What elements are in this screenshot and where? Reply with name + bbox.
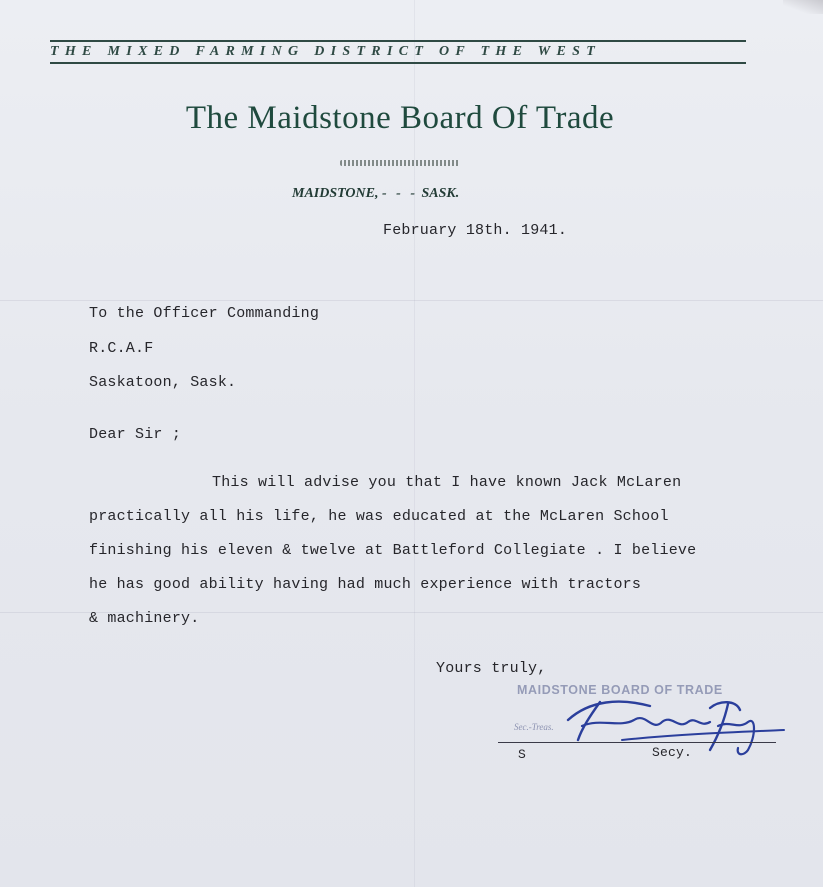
signature-stroke (622, 730, 784, 740)
body-line: & machinery. (89, 610, 200, 627)
letterhead-ornament (340, 160, 460, 166)
letterhead-motto: THE MIXED FARMING DISTRICT OF THE WEST (50, 44, 602, 59)
paper-fold (0, 300, 823, 301)
recipient-line: To the Officer Commanding (89, 305, 320, 322)
stamp-title: Sec.-Treas. (514, 722, 554, 732)
signature-stroke (582, 718, 710, 726)
motto-rule-bottom (50, 62, 746, 64)
town-dashes: - - - (382, 186, 418, 201)
recipient-line: Saskatoon, Sask. (89, 374, 237, 391)
signature-stroke (718, 721, 754, 754)
letter-date: February 18th. 1941. (383, 222, 568, 239)
board-stamp: MAIDSTONE BOARD OF TRADE (517, 683, 723, 697)
typed-title: Secy. (652, 745, 693, 760)
motto-rule-top (50, 40, 746, 42)
closing: Yours truly, (436, 660, 547, 677)
body-line: he has good ability having had much experience with tractors (89, 576, 642, 593)
body-line: practically all his life, he was educated at the McLaren School (89, 508, 669, 525)
body-line: This will advise you that I have known Jack McLaren (212, 474, 682, 491)
typed-initial: S (518, 747, 527, 762)
salutation: Dear Sir ; (89, 426, 182, 443)
town-name: MAIDSTONE, (292, 186, 379, 201)
signature-line (498, 742, 776, 743)
signature-stroke (710, 702, 740, 710)
signature-stroke (710, 704, 728, 750)
recipient-line: R.C.A.F (89, 340, 154, 357)
paper-corner-shadow (783, 0, 823, 14)
letterhead-organization: The Maidstone Board Of Trade (185, 100, 615, 136)
letterhead-address (292, 186, 459, 202)
province-name: SASK. (421, 186, 460, 201)
body-line: finishing his eleven & twelve at Battleford Collegiate . I believe (89, 542, 697, 559)
